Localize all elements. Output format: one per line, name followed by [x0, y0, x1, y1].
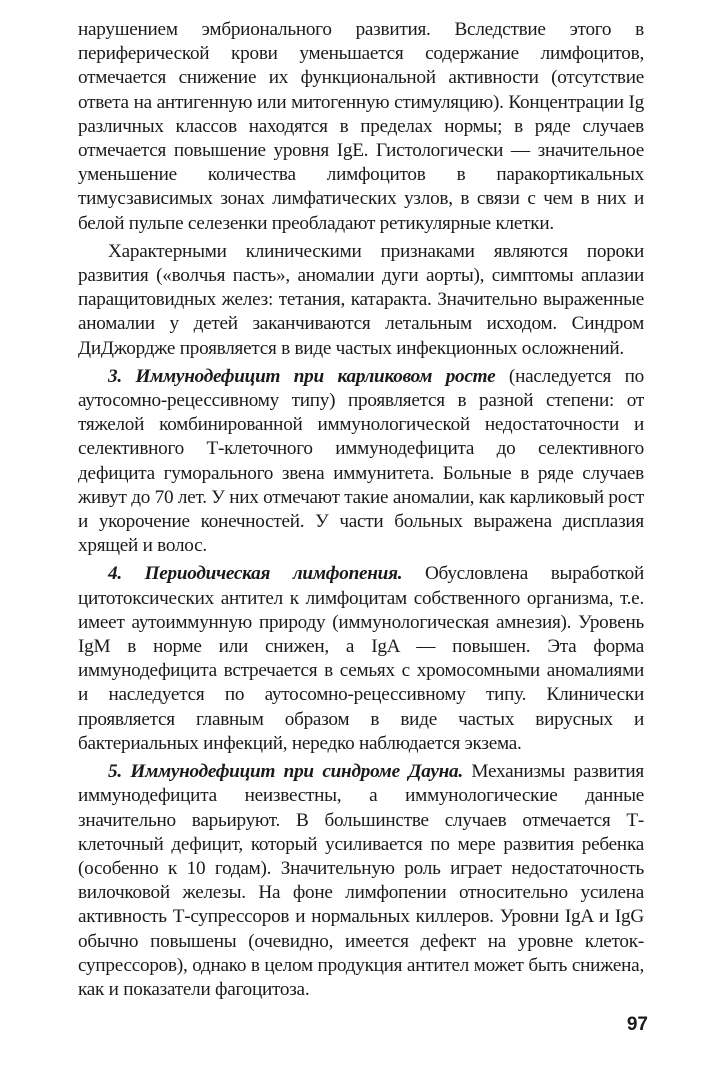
paragraph-5-lead: 5. Иммунодефицит при синдроме Дауна.	[108, 761, 463, 783]
paragraph-2	[78, 240, 644, 361]
paragraph-5	[78, 760, 644, 1002]
paragraph-5-text: Механизмы развития иммунодефицита неизвестны, а иммунологические данные значительно варьируют. В большинстве случаев отмечается Т-клеточный дефицит, который усиливается по мере развития ребенка (особенно к 10 годам). Значительную роль играет недостаточность вилочковой железы. На фоне лимфопении относительно усилена активность Т-супрессоров и нормальных киллеров. Уровни IgA и IgG обычно повышены (очевидно, имеется дефект на уровне клеток-супрессоров), однако в целом продукция антител может быть снижена, как и показатели фагоцитоза.	[78, 761, 645, 1000]
paragraph-1-text: нарушением эмбрионального развития. Вследствие этого в периферической крови уменьшается содержание лимфоцитов, отмечается снижение их функциональной активности (отсутствие ответа на антигенную или митогенную стимуляцию). Концентрации Ig различных классов находятся в пределах нормы; в ряде случаев отмечается повышение уровня IgE. Гистологически — значительное уменьшение количества лимфоцитов в паракортикальных тимусзависимых зонах лимфатических узлов, в связи с чем в них и белой пульпе селезенки преобладают ретикулярные клетки.	[78, 19, 644, 234]
paragraph-3	[78, 365, 644, 559]
page-body	[78, 18, 644, 1006]
paragraph-1	[78, 18, 644, 236]
paragraph-3-text: (наследуется по аутосомно-рецессивному типу) проявляется в разной степени: от тяжелой комбинированной иммунологической недостаточности и селективного Т-клеточного иммунодефицита до селективного дефицита гуморального звена иммунитета. Больные в ряде случаев живут до 70 лет. У них отмечают такие аномалии, как карликовый рост и укорочение конечностей. У части больных выражена дисплазия хрящей и волос.	[78, 365, 644, 557]
paragraph-4-text: Обусловлена выработкой цитотоксических антител к лимфоцитам собственного организма, т.е. имеет аутоиммунную природу (иммунологическая амнезия). Уровень IgM в норме или снижен, а IgA — повышен. Эта форма иммунодефицита встречается в семьях с хромосомными аномалиями и наследуется по аутосомно-рецессивному типу. Клинически проявляется главным образом в виде частых вирусных и бактериальных инфекций, нередко наблюдается экзема.	[78, 563, 644, 754]
paragraph-4-lead: 4. Периодическая лимфопения.	[108, 563, 403, 585]
paragraph-3-lead: 3. Иммунодефицит при карликовом росте	[108, 365, 496, 387]
page-number: 97	[626, 1014, 648, 1035]
paragraph-2-text: Характерными клиническими признаками являются пороки развития («волчья пасть», аномалии дуги аорты), симптомы аплазии паращитовидных желез: тетания, катаракта. Значительно выраженные аномалии у детей заканчиваются летальным исходом. Синдром ДиДжордже проявляется в виде частых инфекционных осложнений.	[78, 240, 644, 359]
paragraph-4	[78, 562, 644, 756]
